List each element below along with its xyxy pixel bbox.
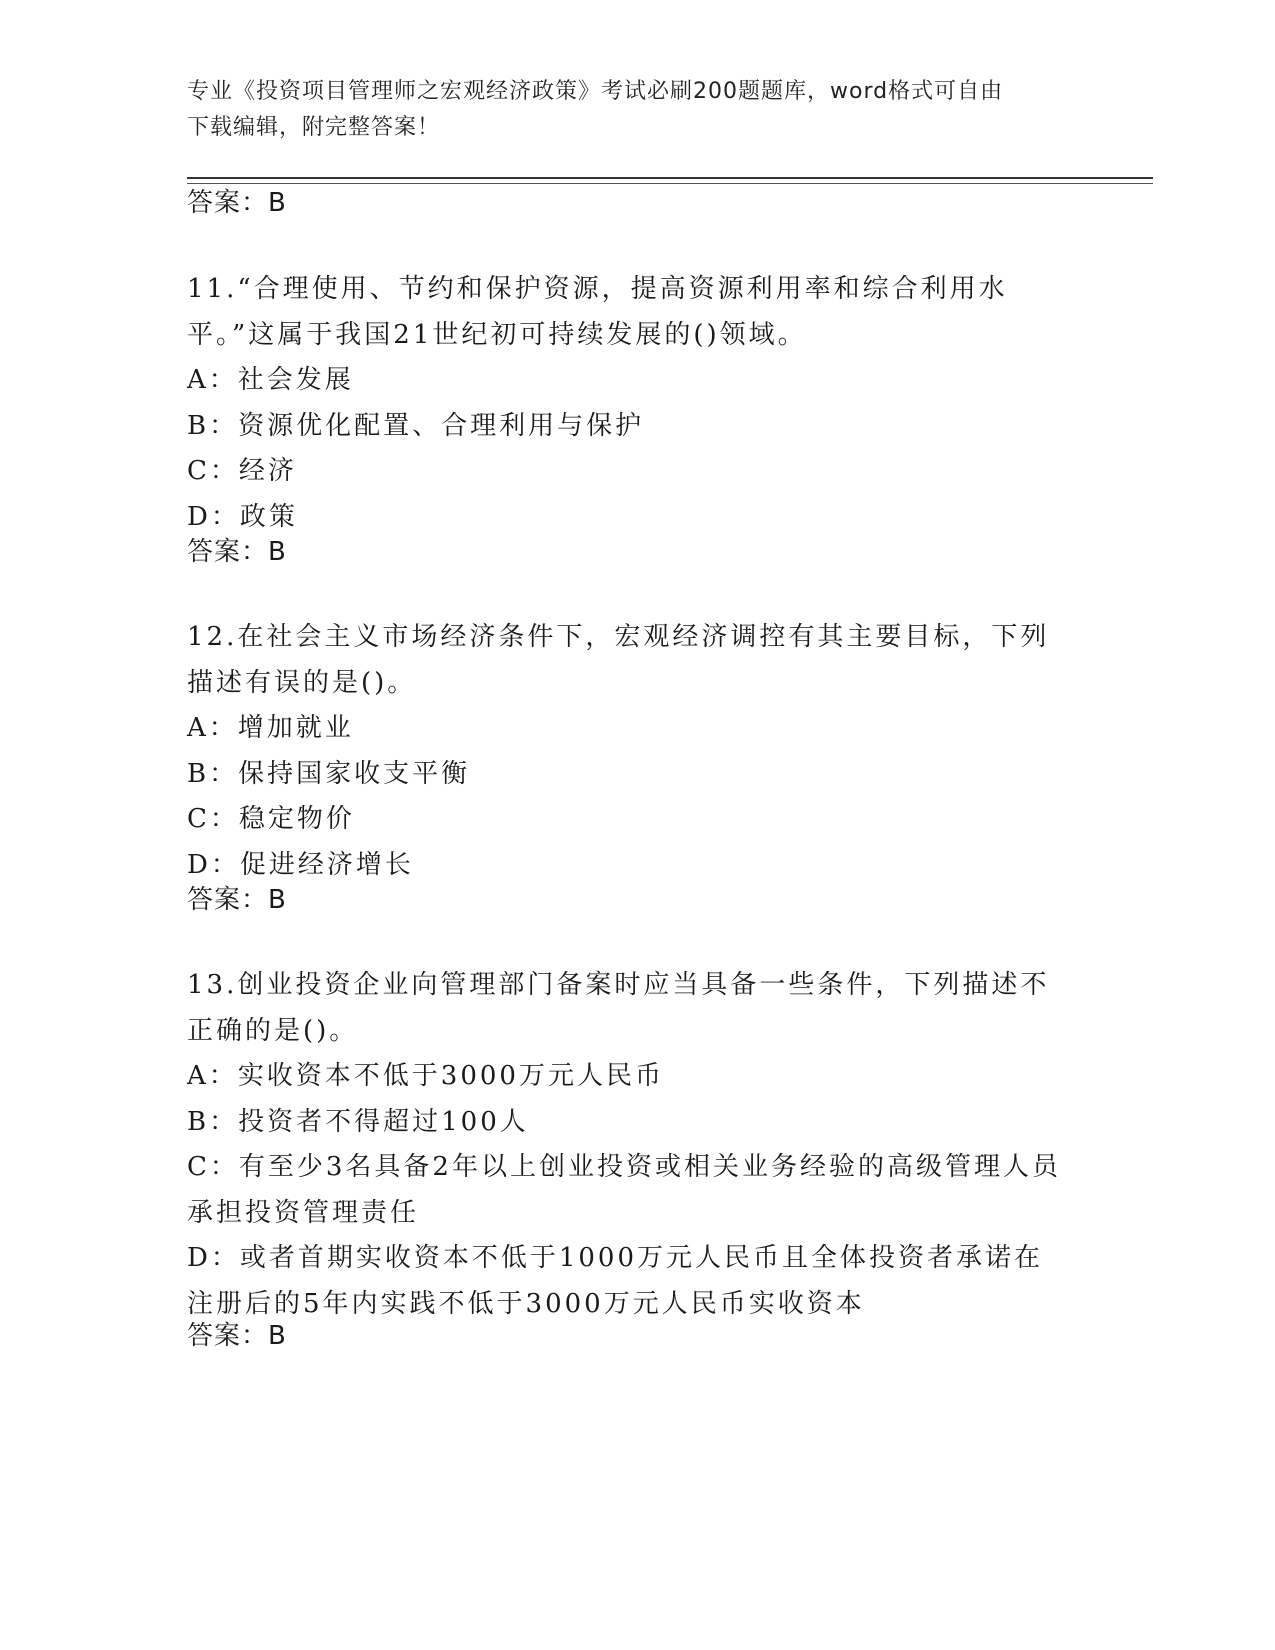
question-text: 12.在社会主义市场经济条件下，宏观经济调控有其主要目标，下列描述有误的是()。 <box>187 622 1050 698</box>
previous-question-answer: 答案：B <box>187 188 287 218</box>
header-divider-thin <box>187 183 1153 184</box>
header-divider-thick <box>187 177 1153 179</box>
document-header <box>187 74 1067 146</box>
option-a: A：增加就业 <box>187 713 354 743</box>
answer-12: 答案：B <box>187 885 287 915</box>
option-d: D：促进经济增长 <box>187 849 414 880</box>
question-text: 13.创业投资企业向管理部门备案时应当具备一些条件，下列描述不正确的是()。 <box>187 970 1050 1046</box>
option-d: D：政策 <box>187 501 298 532</box>
option-c: C：稳定物价 <box>187 804 355 834</box>
answer-13: 答案：B <box>187 1321 287 1351</box>
option-a: A：实收资本不低于3000万元人民币 <box>187 1061 664 1091</box>
option-a: A：社会发展 <box>187 365 354 395</box>
header-line-1: 专业《投资项目管理师之宏观经济政策》考试必刷200题题库，word格式可自由 <box>187 79 1004 104</box>
option-d: D：或者首期实收资本不低于1000万元人民币且全体投资者承诺在注册后的5年内实践不低于3000万元人民币实收资本 <box>187 1243 1044 1319</box>
question-text: 11.“合理使用、节约和保护资源，提高资源利用率和综合利用水平。”这属于我国21世纪初可持续发展的()领域。 <box>187 274 1008 350</box>
option-b: B：资源优化配置、合理利用与保护 <box>187 410 645 441</box>
question-11 <box>187 267 1067 540</box>
option-b: B：投资者不得超过100人 <box>187 1106 529 1137</box>
option-c: C：有至少3名具备2年以上创业投资或相关业务经验的高级管理人员承担投资管理责任 <box>187 1152 1061 1228</box>
option-c: C：经济 <box>187 456 297 486</box>
header-line-2: 下载编辑，附完整答案！ <box>187 115 441 140</box>
option-b: B：保持国家收支平衡 <box>187 758 471 789</box>
question-12 <box>187 615 1067 888</box>
answer-11: 答案：B <box>187 537 287 567</box>
question-13 <box>187 963 1067 1327</box>
